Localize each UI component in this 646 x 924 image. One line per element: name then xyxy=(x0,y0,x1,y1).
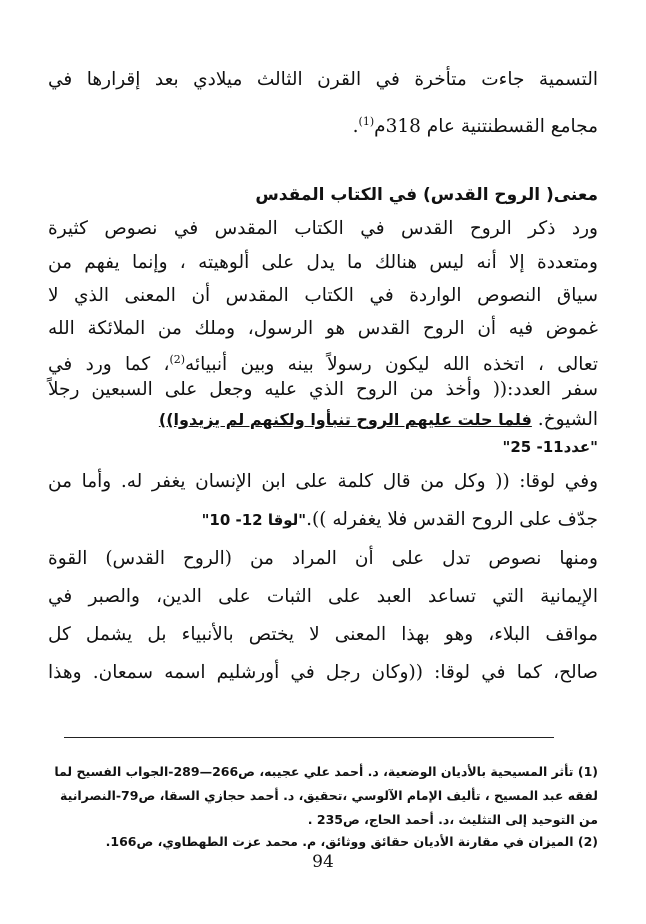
paragraph-line-10 xyxy=(48,506,598,534)
paragraph-line-12: الإيمانية التي تساعد العبد على الثبات على الدين، والصبر في xyxy=(48,586,598,607)
footnote-divider xyxy=(64,737,554,738)
paragraph-line-6: سفر العدد:(( وأخذ من الروح الذي عليه وجعل على السبعين رجلاً xyxy=(48,379,598,400)
paragraph-line-3: سياق النصوص الواردة في الكتاب المقدس أن المعنى الذي لا xyxy=(48,285,598,306)
citation-numbers: "عدد11- 25" xyxy=(502,438,598,456)
citation-luke: "لوقا 12- 10" xyxy=(201,511,307,529)
paragraph-line-7 xyxy=(48,406,598,434)
text-line-2-main: مجامع القسطنتنية عام 318م xyxy=(374,116,598,138)
text-line-1: التسمية جاءت متأخرة في القرن الثالث ميلادي بعد إقرارها في xyxy=(48,69,598,90)
paragraph-line-1: ورد ذكر الروح القدس في الكتاب المقدس في نصوص كثيرة xyxy=(48,218,598,239)
paragraph-line-4: غموض فيه أن الروح القدس هو الرسول، وملك من الملائكة الله xyxy=(48,318,598,339)
paragraph-line-5-b: ، كما ورد في xyxy=(48,354,170,376)
paragraph-line-2: ومتعددة إلا أنه ليس هنالك ما يدل على ألوهيته ، وإنما يفهم من xyxy=(48,252,598,273)
paragraph-line-5-a: تعالى ، اتخذه الله ليكون رسولاً بينه وبين أنبيائه xyxy=(185,354,599,376)
page-number: 94 xyxy=(312,852,334,872)
paragraph-line-13: مواقف البلاء، وهو بهذا المعنى لا يختص بالأنبياء بل يشمل كل xyxy=(48,624,598,645)
footnote-1-line-1: (1) تأثر المسيحية بالأديان الوضعية، د. أحمد علي عجيبه، ص266—289-الجواب الفسيح لما xyxy=(54,764,598,779)
footnote-ref-2[interactable]: (2) xyxy=(169,353,186,366)
footnote-1-line-3: من التوحيد إلى التثليث ،د. أحمد الحاج، ص235 . xyxy=(307,812,598,827)
footnote-2: (2) الميزان في مقارنة الأديان حقائق ووثائق، م. محمد عزت الطهطاوي، ص166. xyxy=(105,834,598,849)
text-line-2-end: . xyxy=(352,116,359,138)
paragraph-line-14: صالح، كما في لوقا: ((وكان رجل في أورشليم اسمه سمعان. وهذا xyxy=(48,662,598,683)
paragraph-line-10-a: جدّف على الروح القدس فلا يغفرله )). xyxy=(306,509,598,530)
footnote-ref-1[interactable]: (1) xyxy=(358,115,375,128)
paragraph-line-11: ومنها نصوص تدل على أن المراد من (الروح القدس) القوة xyxy=(48,548,598,569)
footnote-1-line-2: لفقه عبد المسيح ، تأليف الإمام الآلوسي ،تحقيق، د. أحمد حجازي السقا، ص79-النصرانية xyxy=(60,788,598,803)
section-heading: معنى( الروح القدس) في الكتاب المقدس xyxy=(255,185,598,205)
paragraph-line-9: وفي لوقا: (( وكل من قال كلمة على ابن الإنسان يغفر له. وأما من xyxy=(48,471,598,492)
emphasized-quote: فلما حلت عليهم الروح تنبأوا ولكنهم لم يزيدوا)) xyxy=(158,410,532,429)
text-line-2 xyxy=(48,108,598,141)
paragraph-line-5 xyxy=(48,346,598,379)
paragraph-line-7-a: الشيوخ. xyxy=(531,409,598,430)
